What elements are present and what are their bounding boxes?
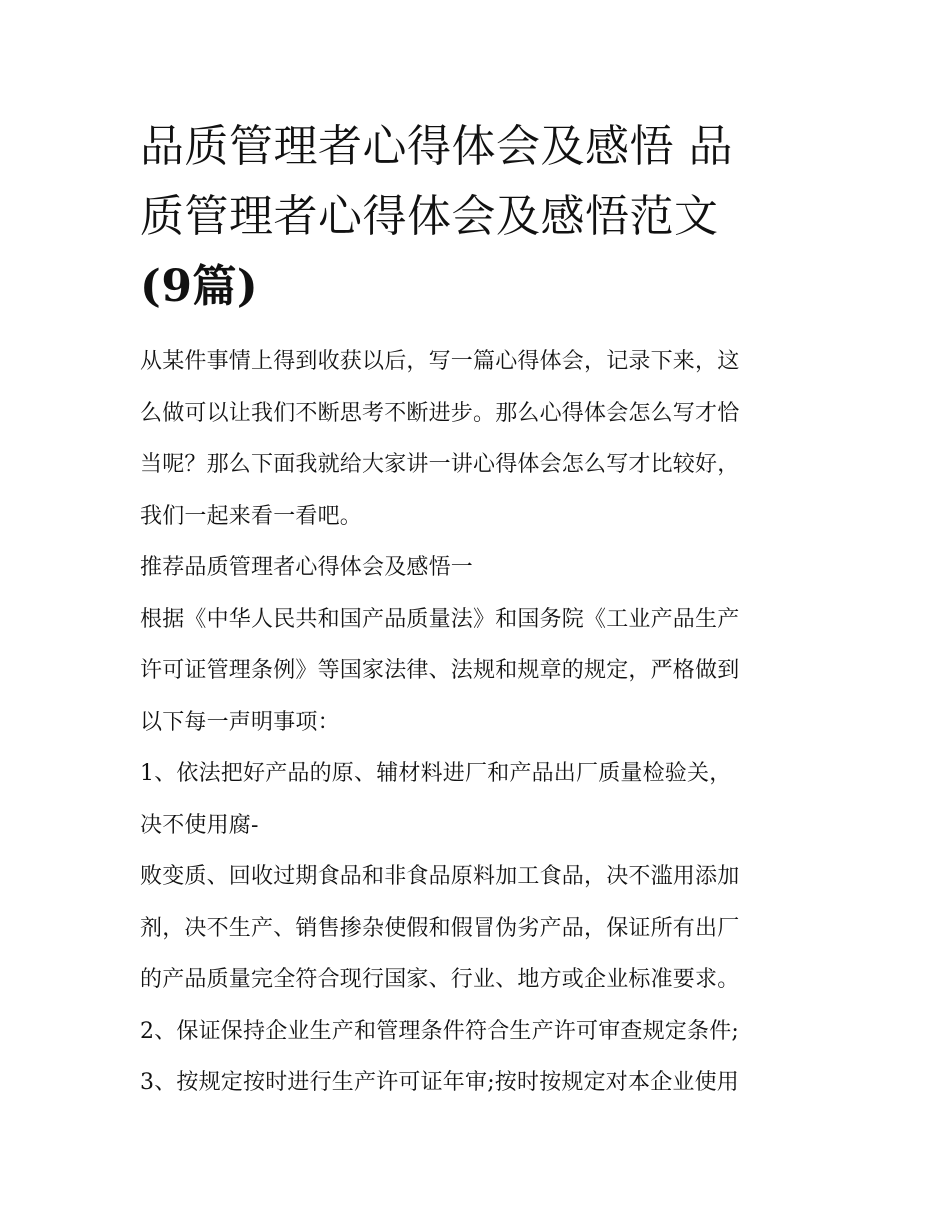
body-line: 以下每一声明事项： xyxy=(140,709,340,735)
document-page xyxy=(140,112,815,1109)
body-line: 的产品质量完全符合现行国家、行业、地方或企业标准要求。 xyxy=(140,967,740,992)
list-item-1: 1、依法把好产品的原、辅材料进厂和产品出厂质量检验关， xyxy=(140,761,732,786)
body-line: 从某件事情上得到收获以后，写一篇心得体会，记录下来，这 xyxy=(140,349,740,374)
body-line: 许可证管理条例》等国家法律、法规和规章的规定，严格做到 xyxy=(140,658,740,683)
body-line: 我们一起来看一看吧。 xyxy=(140,503,363,529)
list-item-1-continued: 决不使用腐- xyxy=(140,812,259,838)
title-line-3: (9篇) xyxy=(140,261,259,312)
title-line-1: 品质管理者心得体会及感悟 品 xyxy=(140,121,733,172)
list-item-2: 2、保证保持企业生产和管理条件符合生产许可审查规定条件; xyxy=(140,1018,740,1044)
body-line: 当呢？那么下面我就给大家讲一讲心得体会怎么写才比较好， xyxy=(140,452,740,477)
body-line: 剂，决不生产、销售掺杂使假和假冒伪劣产品，保证所有出厂 xyxy=(140,915,740,941)
body-line: 根据《中华人民共和国产品质量法》和国务院《工业产品生产 xyxy=(140,606,740,632)
body-line: 么做可以让我们不断思考不断进步。那么心得体会怎么写才恰 xyxy=(140,400,740,426)
section-heading: 推荐品质管理者心得体会及感悟一 xyxy=(140,555,474,580)
title-line-2: 质管理者心得体会及感悟范文 xyxy=(140,191,719,242)
document-body xyxy=(140,336,815,1109)
list-item-3: 3、按规定按时进行生产许可证年审;按时按规定对本企业使用 xyxy=(140,1070,740,1095)
body-line: 败变质、回收过期食品和非食品原料加工食品，决不滥用添加 xyxy=(140,864,740,889)
document-title xyxy=(140,112,815,322)
